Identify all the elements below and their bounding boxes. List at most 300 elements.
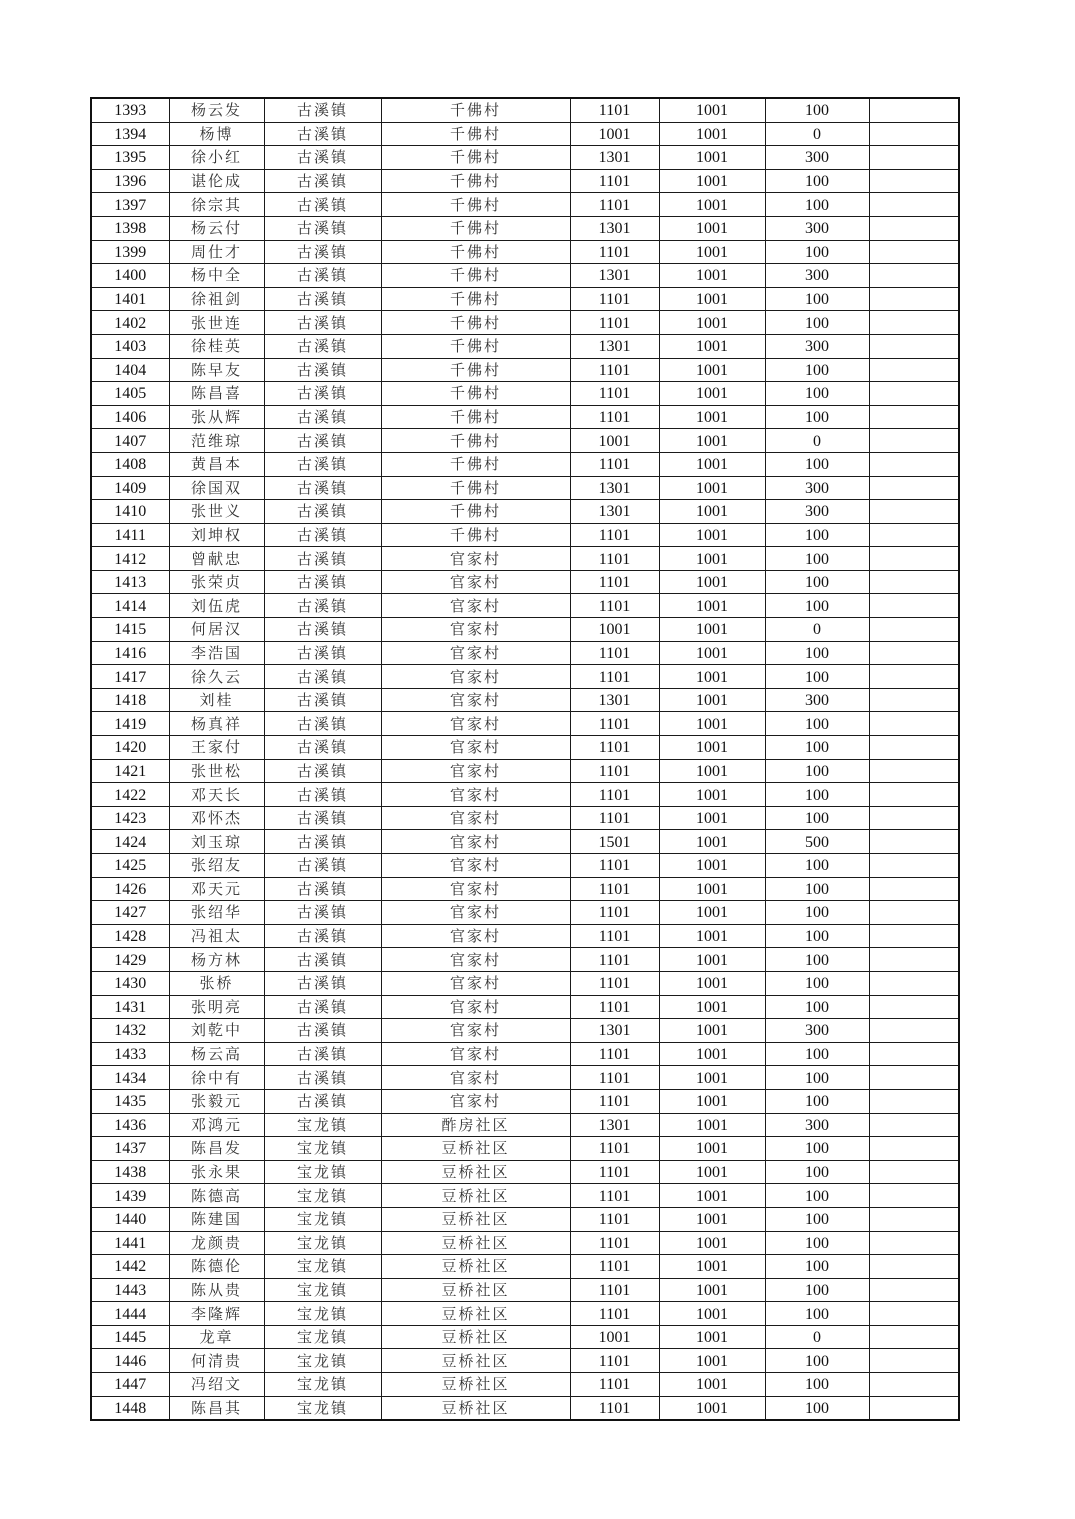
code-b-cell: 1001 [659, 1207, 765, 1231]
remark-cell [869, 570, 959, 594]
remark-cell [869, 500, 959, 524]
village-cell: 官家村 [381, 547, 570, 571]
code-a-cell: 1101 [570, 358, 659, 382]
remark-cell [869, 971, 959, 995]
village-cell: 官家村 [381, 1066, 570, 1090]
town-cell: 古溪镇 [264, 1089, 381, 1113]
person-name-cell: 徐宗其 [169, 193, 264, 217]
person-name-cell: 杨方林 [169, 948, 264, 972]
village-cell: 官家村 [381, 1089, 570, 1113]
town-cell: 古溪镇 [264, 240, 381, 264]
code-a-cell: 1001 [570, 122, 659, 146]
code-a-cell: 1101 [570, 854, 659, 878]
village-cell: 官家村 [381, 854, 570, 878]
amount-cell: 100 [765, 1255, 869, 1279]
amount-cell: 100 [765, 1184, 869, 1208]
amount-cell: 100 [765, 405, 869, 429]
remark-cell [869, 1184, 959, 1208]
code-a-cell: 1101 [570, 405, 659, 429]
remark-cell [869, 547, 959, 571]
row-number-cell: 1412 [91, 547, 169, 571]
village-cell: 千佛村 [381, 405, 570, 429]
table-row [91, 1137, 959, 1161]
town-cell: 古溪镇 [264, 995, 381, 1019]
person-name-cell: 杨云付 [169, 216, 264, 240]
remark-cell [869, 429, 959, 453]
village-cell: 豆桥社区 [381, 1302, 570, 1326]
amount-cell: 100 [765, 1066, 869, 1090]
village-cell: 官家村 [381, 712, 570, 736]
row-number-cell: 1439 [91, 1184, 169, 1208]
town-cell: 古溪镇 [264, 688, 381, 712]
village-cell: 官家村 [381, 641, 570, 665]
person-name-cell: 王家付 [169, 736, 264, 760]
remark-cell [869, 382, 959, 406]
row-number-cell: 1399 [91, 240, 169, 264]
remark-cell [869, 995, 959, 1019]
person-name-cell: 陈昌喜 [169, 382, 264, 406]
town-cell: 宝龙镇 [264, 1207, 381, 1231]
town-cell: 古溪镇 [264, 1019, 381, 1043]
amount-cell: 0 [765, 618, 869, 642]
remark-cell [869, 216, 959, 240]
code-a-cell: 1101 [570, 1160, 659, 1184]
table-row [91, 1396, 959, 1420]
town-cell: 古溪镇 [264, 618, 381, 642]
remark-cell [869, 759, 959, 783]
village-cell: 豆桥社区 [381, 1137, 570, 1161]
remark-cell [869, 901, 959, 925]
person-name-cell: 张世连 [169, 311, 264, 335]
code-a-cell: 1101 [570, 570, 659, 594]
village-cell: 官家村 [381, 665, 570, 689]
remark-cell [869, 1255, 959, 1279]
row-number-cell: 1396 [91, 169, 169, 193]
code-a-cell: 1301 [570, 500, 659, 524]
table-row [91, 759, 959, 783]
town-cell: 古溪镇 [264, 193, 381, 217]
code-b-cell: 1001 [659, 995, 765, 1019]
remark-cell [869, 287, 959, 311]
town-cell: 古溪镇 [264, 877, 381, 901]
person-name-cell: 陈德高 [169, 1184, 264, 1208]
remark-cell [869, 1207, 959, 1231]
code-a-cell: 1101 [570, 382, 659, 406]
village-cell: 官家村 [381, 901, 570, 925]
village-cell: 豆桥社区 [381, 1255, 570, 1279]
village-cell: 豆桥社区 [381, 1396, 570, 1420]
code-b-cell: 1001 [659, 193, 765, 217]
code-b-cell: 1001 [659, 122, 765, 146]
row-number-cell: 1433 [91, 1042, 169, 1066]
town-cell: 古溪镇 [264, 901, 381, 925]
amount-cell: 100 [765, 452, 869, 476]
row-number-cell: 1404 [91, 358, 169, 382]
remark-cell [869, 1302, 959, 1326]
row-number-cell: 1418 [91, 688, 169, 712]
person-name-cell: 邓怀杰 [169, 806, 264, 830]
row-number-cell: 1428 [91, 924, 169, 948]
amount-cell: 100 [765, 240, 869, 264]
person-name-cell: 陈德伦 [169, 1255, 264, 1279]
table-row [91, 358, 959, 382]
row-number-cell: 1395 [91, 146, 169, 170]
town-cell: 宝龙镇 [264, 1160, 381, 1184]
village-cell: 千佛村 [381, 98, 570, 122]
amount-cell: 100 [765, 98, 869, 122]
town-cell: 宝龙镇 [264, 1349, 381, 1373]
village-cell: 千佛村 [381, 452, 570, 476]
amount-cell: 100 [765, 1373, 869, 1397]
amount-cell: 300 [765, 476, 869, 500]
code-a-cell: 1101 [570, 1066, 659, 1090]
remark-cell [869, 122, 959, 146]
village-cell: 千佛村 [381, 311, 570, 335]
village-cell: 千佛村 [381, 169, 570, 193]
code-a-cell: 1101 [570, 169, 659, 193]
remark-cell [869, 854, 959, 878]
person-name-cell: 陈从贵 [169, 1278, 264, 1302]
code-a-cell: 1101 [570, 901, 659, 925]
town-cell: 古溪镇 [264, 287, 381, 311]
town-cell: 古溪镇 [264, 594, 381, 618]
town-cell: 古溪镇 [264, 264, 381, 288]
table-row [91, 523, 959, 547]
remark-cell [869, 523, 959, 547]
code-b-cell: 1001 [659, 240, 765, 264]
row-number-cell: 1414 [91, 594, 169, 618]
village-cell: 官家村 [381, 594, 570, 618]
amount-cell: 100 [765, 1302, 869, 1326]
town-cell: 宝龙镇 [264, 1396, 381, 1420]
town-cell: 古溪镇 [264, 547, 381, 571]
row-number-cell: 1438 [91, 1160, 169, 1184]
person-name-cell: 邓天长 [169, 783, 264, 807]
village-cell: 千佛村 [381, 146, 570, 170]
row-number-cell: 1397 [91, 193, 169, 217]
amount-cell: 300 [765, 500, 869, 524]
code-b-cell: 1001 [659, 452, 765, 476]
code-a-cell: 1301 [570, 216, 659, 240]
row-number-cell: 1429 [91, 948, 169, 972]
table-row [91, 1184, 959, 1208]
code-b-cell: 1001 [659, 877, 765, 901]
amount-cell: 100 [765, 193, 869, 217]
person-name-cell: 刘乾中 [169, 1019, 264, 1043]
table-row [91, 169, 959, 193]
town-cell: 古溪镇 [264, 948, 381, 972]
table-row [91, 122, 959, 146]
code-b-cell: 1001 [659, 806, 765, 830]
remark-cell [869, 1278, 959, 1302]
village-cell: 千佛村 [381, 429, 570, 453]
code-b-cell: 1001 [659, 948, 765, 972]
code-a-cell: 1001 [570, 429, 659, 453]
code-a-cell: 1101 [570, 665, 659, 689]
code-a-cell: 1501 [570, 830, 659, 854]
town-cell: 古溪镇 [264, 570, 381, 594]
person-name-cell: 杨云高 [169, 1042, 264, 1066]
table-row [91, 665, 959, 689]
code-b-cell: 1001 [659, 1113, 765, 1137]
table-row [91, 452, 959, 476]
remark-cell [869, 311, 959, 335]
town-cell: 古溪镇 [264, 1066, 381, 1090]
table-row [91, 382, 959, 406]
code-b-cell: 1001 [659, 169, 765, 193]
person-name-cell: 黄昌本 [169, 452, 264, 476]
code-b-cell: 1001 [659, 1019, 765, 1043]
code-b-cell: 1001 [659, 1042, 765, 1066]
code-a-cell: 1101 [570, 736, 659, 760]
town-cell: 古溪镇 [264, 358, 381, 382]
person-name-cell: 邓鸿元 [169, 1113, 264, 1137]
remark-cell [869, 1373, 959, 1397]
code-b-cell: 1001 [659, 311, 765, 335]
person-name-cell: 杨云发 [169, 98, 264, 122]
code-a-cell: 1001 [570, 618, 659, 642]
town-cell: 宝龙镇 [264, 1325, 381, 1349]
row-number-cell: 1436 [91, 1113, 169, 1137]
village-cell: 豆桥社区 [381, 1160, 570, 1184]
person-name-cell: 何居汉 [169, 618, 264, 642]
village-cell: 官家村 [381, 759, 570, 783]
code-a-cell: 1101 [570, 1396, 659, 1420]
village-cell: 豆桥社区 [381, 1325, 570, 1349]
remark-cell [869, 1019, 959, 1043]
table-row [91, 1089, 959, 1113]
amount-cell: 0 [765, 122, 869, 146]
code-b-cell: 1001 [659, 570, 765, 594]
table-row [91, 1113, 959, 1137]
village-cell: 官家村 [381, 618, 570, 642]
remark-cell [869, 594, 959, 618]
code-b-cell: 1001 [659, 429, 765, 453]
table-row [91, 877, 959, 901]
person-name-cell: 张绍华 [169, 901, 264, 925]
remark-cell [869, 1042, 959, 1066]
town-cell: 宝龙镇 [264, 1255, 381, 1279]
code-b-cell: 1001 [659, 1349, 765, 1373]
row-number-cell: 1406 [91, 405, 169, 429]
remark-cell [869, 665, 959, 689]
code-b-cell: 1001 [659, 500, 765, 524]
table-row [91, 193, 959, 217]
amount-cell: 300 [765, 1113, 869, 1137]
row-number-cell: 1393 [91, 98, 169, 122]
remark-cell [869, 1160, 959, 1184]
remark-cell [869, 98, 959, 122]
table-row [91, 924, 959, 948]
amount-cell: 300 [765, 1019, 869, 1043]
remark-cell [869, 830, 959, 854]
remark-cell [869, 1396, 959, 1420]
code-b-cell: 1001 [659, 1160, 765, 1184]
row-number-cell: 1420 [91, 736, 169, 760]
person-name-cell: 张桥 [169, 971, 264, 995]
remark-cell [869, 806, 959, 830]
amount-cell: 100 [765, 1042, 869, 1066]
person-name-cell: 杨博 [169, 122, 264, 146]
table-row [91, 1302, 959, 1326]
code-a-cell: 1101 [570, 783, 659, 807]
village-cell: 千佛村 [381, 122, 570, 146]
row-number-cell: 1441 [91, 1231, 169, 1255]
amount-cell: 100 [765, 759, 869, 783]
remark-cell [869, 948, 959, 972]
village-cell: 官家村 [381, 830, 570, 854]
code-a-cell: 1101 [570, 1373, 659, 1397]
town-cell: 古溪镇 [264, 759, 381, 783]
table-row [91, 98, 959, 122]
code-a-cell: 1301 [570, 1113, 659, 1137]
code-a-cell: 1101 [570, 1278, 659, 1302]
amount-cell: 300 [765, 264, 869, 288]
village-cell: 官家村 [381, 570, 570, 594]
table-row [91, 311, 959, 335]
row-number-cell: 1444 [91, 1302, 169, 1326]
code-a-cell: 1301 [570, 146, 659, 170]
remark-cell [869, 1231, 959, 1255]
code-a-cell: 1101 [570, 1349, 659, 1373]
person-name-cell: 刘桂 [169, 688, 264, 712]
row-number-cell: 1427 [91, 901, 169, 925]
person-name-cell: 周仕才 [169, 240, 264, 264]
code-a-cell: 1101 [570, 948, 659, 972]
person-name-cell: 张明亮 [169, 995, 264, 1019]
code-a-cell: 1101 [570, 971, 659, 995]
data-table [90, 97, 960, 1421]
row-number-cell: 1409 [91, 476, 169, 500]
code-b-cell: 1001 [659, 1302, 765, 1326]
remark-cell [869, 783, 959, 807]
row-number-cell: 1401 [91, 287, 169, 311]
person-name-cell: 徐桂英 [169, 334, 264, 358]
table-row [91, 1042, 959, 1066]
row-number-cell: 1431 [91, 995, 169, 1019]
amount-cell: 100 [765, 169, 869, 193]
code-b-cell: 1001 [659, 523, 765, 547]
code-b-cell: 1001 [659, 1066, 765, 1090]
village-cell: 千佛村 [381, 500, 570, 524]
remark-cell [869, 452, 959, 476]
village-cell: 官家村 [381, 806, 570, 830]
code-a-cell: 1101 [570, 1231, 659, 1255]
code-b-cell: 1001 [659, 901, 765, 925]
row-number-cell: 1432 [91, 1019, 169, 1043]
remark-cell [869, 193, 959, 217]
town-cell: 古溪镇 [264, 146, 381, 170]
code-b-cell: 1001 [659, 382, 765, 406]
town-cell: 古溪镇 [264, 476, 381, 500]
code-a-cell: 1101 [570, 1042, 659, 1066]
table-row [91, 1207, 959, 1231]
amount-cell: 100 [765, 523, 869, 547]
row-number-cell: 1423 [91, 806, 169, 830]
code-a-cell: 1101 [570, 594, 659, 618]
code-b-cell: 1001 [659, 216, 765, 240]
row-number-cell: 1443 [91, 1278, 169, 1302]
code-b-cell: 1001 [659, 641, 765, 665]
village-cell: 千佛村 [381, 193, 570, 217]
person-name-cell: 徐国双 [169, 476, 264, 500]
code-b-cell: 1001 [659, 1278, 765, 1302]
amount-cell: 300 [765, 688, 869, 712]
code-b-cell: 1001 [659, 1137, 765, 1161]
town-cell: 古溪镇 [264, 216, 381, 240]
code-b-cell: 1001 [659, 783, 765, 807]
person-name-cell: 李浩国 [169, 641, 264, 665]
code-a-cell: 1101 [570, 924, 659, 948]
code-a-cell: 1301 [570, 1019, 659, 1043]
remark-cell [869, 264, 959, 288]
amount-cell: 100 [765, 1089, 869, 1113]
amount-cell: 100 [765, 358, 869, 382]
table-row [91, 971, 959, 995]
table-body [91, 98, 959, 1420]
village-cell: 千佛村 [381, 216, 570, 240]
town-cell: 古溪镇 [264, 712, 381, 736]
row-number-cell: 1403 [91, 334, 169, 358]
code-b-cell: 1001 [659, 1325, 765, 1349]
town-cell: 古溪镇 [264, 665, 381, 689]
person-name-cell: 徐祖剑 [169, 287, 264, 311]
town-cell: 古溪镇 [264, 830, 381, 854]
code-a-cell: 1101 [570, 1184, 659, 1208]
person-name-cell: 冯绍文 [169, 1373, 264, 1397]
person-name-cell: 杨真祥 [169, 712, 264, 736]
remark-cell [869, 358, 959, 382]
code-b-cell: 1001 [659, 759, 765, 783]
table-row [91, 736, 959, 760]
code-b-cell: 1001 [659, 547, 765, 571]
table-row [91, 1066, 959, 1090]
row-number-cell: 1421 [91, 759, 169, 783]
code-b-cell: 1001 [659, 618, 765, 642]
amount-cell: 100 [765, 1349, 869, 1373]
person-name-cell: 张永果 [169, 1160, 264, 1184]
amount-cell: 100 [765, 924, 869, 948]
code-b-cell: 1001 [659, 830, 765, 854]
code-b-cell: 1001 [659, 1396, 765, 1420]
remark-cell [869, 169, 959, 193]
amount-cell: 300 [765, 334, 869, 358]
town-cell: 古溪镇 [264, 405, 381, 429]
code-a-cell: 1101 [570, 995, 659, 1019]
table-row [91, 783, 959, 807]
amount-cell: 100 [765, 1278, 869, 1302]
row-number-cell: 1400 [91, 264, 169, 288]
remark-cell [869, 712, 959, 736]
town-cell: 宝龙镇 [264, 1278, 381, 1302]
village-cell: 官家村 [381, 971, 570, 995]
person-name-cell: 杨中全 [169, 264, 264, 288]
person-name-cell: 张世义 [169, 500, 264, 524]
code-a-cell: 1101 [570, 1207, 659, 1231]
person-name-cell: 陈早友 [169, 358, 264, 382]
remark-cell [869, 405, 959, 429]
person-name-cell: 陈建国 [169, 1207, 264, 1231]
person-name-cell: 龙章 [169, 1325, 264, 1349]
village-cell: 官家村 [381, 995, 570, 1019]
table-row [91, 618, 959, 642]
village-cell: 酢房社区 [381, 1113, 570, 1137]
table-row [91, 429, 959, 453]
code-b-cell: 1001 [659, 1231, 765, 1255]
remark-cell [869, 1089, 959, 1113]
table-row [91, 287, 959, 311]
person-name-cell: 邓天元 [169, 877, 264, 901]
